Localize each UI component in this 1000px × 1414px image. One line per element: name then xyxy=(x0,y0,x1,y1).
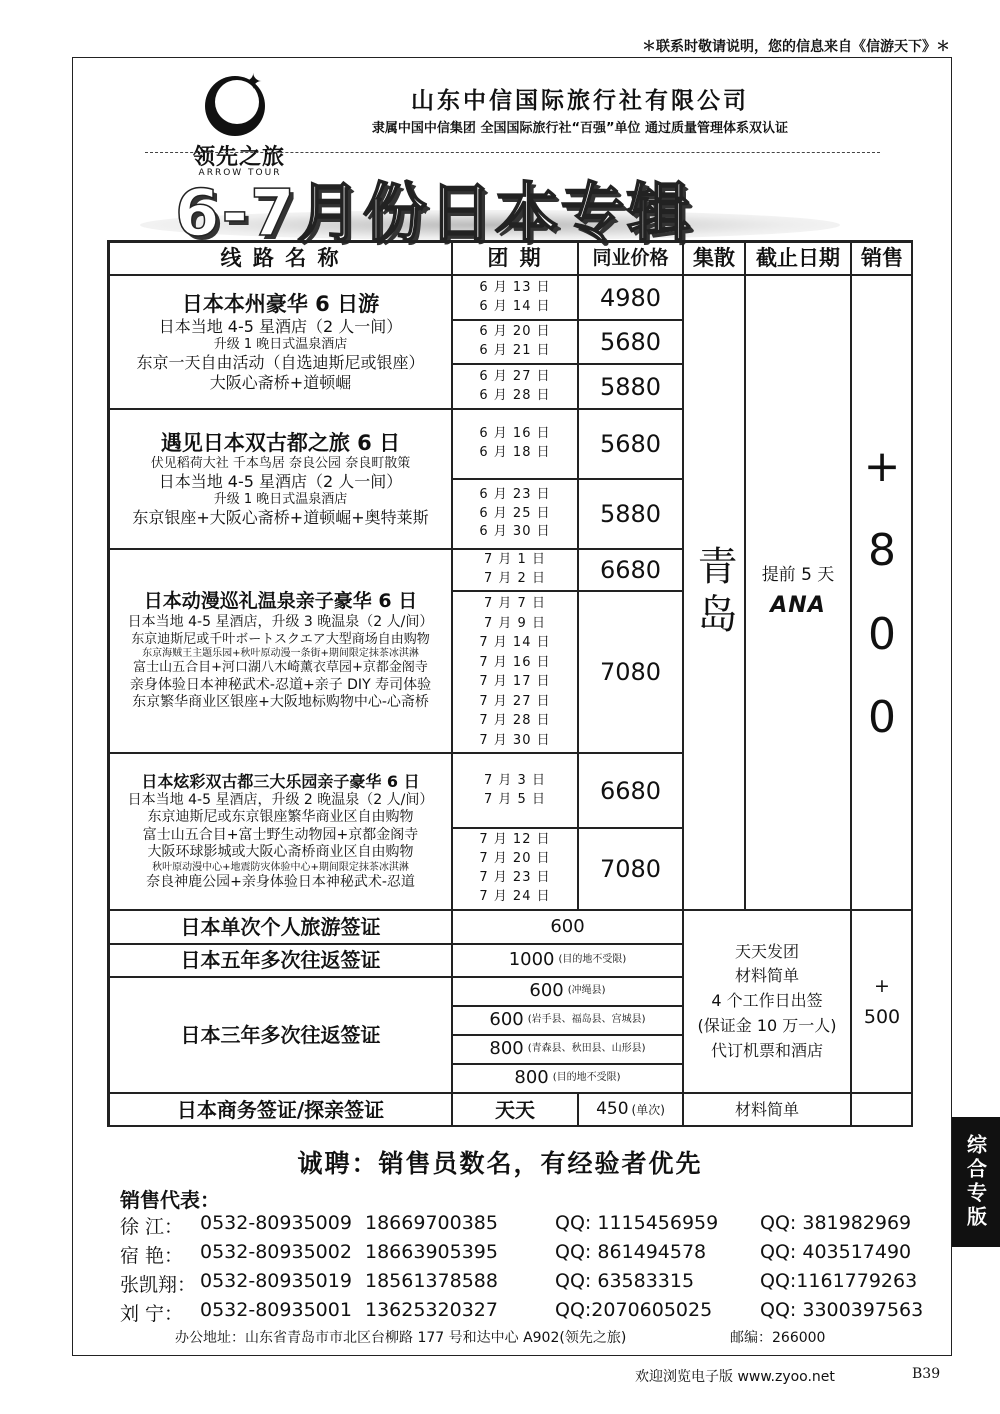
gather-city: 青岛 xyxy=(683,275,745,910)
visa-option xyxy=(452,977,683,1006)
route-title: 日本本州豪华 6 日游 xyxy=(181,291,380,316)
rep-qq: QQ: 381982969 xyxy=(760,1212,912,1234)
rep-qq: QQ: 1115456959 xyxy=(555,1212,719,1234)
price-cell: 5880 xyxy=(578,364,683,409)
sales-add-char: 0 xyxy=(868,692,896,744)
route-line: 升级 1 晚日式温泉酒店 xyxy=(213,492,348,508)
date: 6 月 25 日 xyxy=(479,505,551,521)
visa-info xyxy=(683,910,851,1093)
note: (单次) xyxy=(631,1102,665,1117)
date: 6 月 21 日 xyxy=(479,343,551,358)
postcode: 邮编：266000 xyxy=(730,1330,826,1346)
rep-name: 徐 江： xyxy=(120,1216,184,1238)
route-line: 亲身体验日本神秘武术-忍道+亲子 DIY 寿司体验 xyxy=(129,676,432,693)
company-subtitle: 隶属中国中信集团 全国国际旅行社“百强”单位 通过质量管理体系双认证 xyxy=(371,121,789,136)
route-line: 大阪环球影城或大阪心斋桥商业区自由购物 xyxy=(147,844,414,860)
visa-business-sales xyxy=(851,1093,913,1127)
info-line: 4 个工作日出签 xyxy=(711,991,823,1011)
date: 6 月 16 日 xyxy=(479,426,551,442)
date-cell xyxy=(452,275,578,320)
route-line: 升级 1 晚日式温泉酒店 xyxy=(213,337,348,352)
info-line: 代订机票和酒店 xyxy=(710,1040,823,1060)
header-sales: 销售 xyxy=(851,242,913,275)
visa-business-dates: 天天 xyxy=(452,1093,578,1127)
route-line: 奈良神鹿公园+亲身体验日本神秘武术-忍道 xyxy=(146,874,415,890)
price-cell: 5880 xyxy=(578,479,683,549)
divider xyxy=(145,152,880,153)
route-line: 东京一天自由活动（自选迪斯尼或银座） xyxy=(136,353,425,373)
price: 450 xyxy=(596,1099,629,1120)
date: 7 月 3 日 xyxy=(484,772,546,788)
info-line: (保证金 10 万一人) xyxy=(697,1015,837,1035)
visa-business-price xyxy=(578,1093,683,1127)
header-route: 线 路 名 称 xyxy=(109,242,452,275)
rep-mobile: 18669700385 xyxy=(365,1212,498,1234)
visa-three-year: 日本三年多次往返签证 xyxy=(109,977,452,1093)
info-line: 材料简单 xyxy=(734,966,799,986)
rep-name: 刘 宁： xyxy=(120,1303,184,1325)
source-note: ＊联系时敬请说明，您的信息来自《信游天下》＊ xyxy=(642,39,950,55)
rep-qq: QQ: 861494578 xyxy=(555,1241,707,1263)
price-cell: 5680 xyxy=(578,409,683,479)
footer-link[interactable]: 欢迎浏览电子版 www.zyoo.net xyxy=(635,1369,835,1385)
route-3 xyxy=(109,549,452,753)
price-cell: 7080 xyxy=(578,591,683,753)
tour-table xyxy=(107,240,913,1127)
route-line: 日本当地 4-5 星酒店，升级 3 晚温泉（2 人/间） xyxy=(127,614,434,631)
date-cell xyxy=(452,364,578,409)
price: 1000 xyxy=(508,949,555,971)
visa-five-year-price xyxy=(452,944,683,977)
date: 7 月 30 日 xyxy=(479,732,551,748)
price-cell: 5680 xyxy=(578,320,683,364)
route-1 xyxy=(109,275,452,409)
note: (目的地不受限) xyxy=(552,1072,621,1084)
sales-add-char: + xyxy=(863,441,901,493)
rep-phone: 0532-80935009 xyxy=(200,1212,352,1234)
route-line: 东京迪斯尼或千叶ボートスクエア大型商场自由购物 xyxy=(131,631,430,647)
page-number: B39 xyxy=(912,1366,941,1382)
route-line: 东京迪斯尼或东京银座繁华商业区自由购物 xyxy=(147,809,414,825)
rep-qq: QQ:2070605025 xyxy=(555,1299,713,1321)
price-cell: 6680 xyxy=(578,753,683,828)
date-cell xyxy=(452,753,578,828)
sales-add-char: 0 xyxy=(868,608,896,660)
visa-option xyxy=(452,1035,683,1064)
route-title: 日本动漫巡礼温泉亲子豪华 6 日 xyxy=(143,590,418,613)
sales-add-char: 8 xyxy=(868,524,896,576)
price: 600 xyxy=(529,980,564,1002)
date-cell xyxy=(452,828,578,910)
rep-name: 宿 艳： xyxy=(120,1245,184,1267)
visa-single-price: 600 xyxy=(452,910,683,944)
route-line: 日本当地 4-5 星酒店，升级 2 晚温泉（2 人/间） xyxy=(127,791,434,808)
deadline-cell xyxy=(745,275,851,910)
price: 800 xyxy=(489,1038,524,1060)
rep-qq: QQ:1161779263 xyxy=(760,1270,918,1292)
logo-en-text: ARROW TOUR xyxy=(198,168,282,178)
date-cell xyxy=(452,409,578,479)
visa-five-year: 日本五年多次往返签证 xyxy=(109,944,452,977)
note: (目的地不受限) xyxy=(558,954,627,966)
headline: 6-7月份日本专辑 xyxy=(175,177,693,251)
header-deadline: 截止日期 xyxy=(745,242,851,275)
route-line: 东京银座+大阪心斋桥+道顿崛+奥特莱斯 xyxy=(132,508,429,528)
route-line: 日本当地 4-5 星酒店（2 人一间） xyxy=(158,472,403,492)
header-price: 同业价格 xyxy=(578,242,683,275)
date: 7 月 24 日 xyxy=(479,888,551,904)
header-dates: 团 期 xyxy=(452,242,578,275)
date: 7 月 20 日 xyxy=(479,851,551,867)
rep-phone: 0532-80935002 xyxy=(200,1241,352,1263)
header-gather: 集散 xyxy=(683,242,745,275)
reps-title: 销售代表： xyxy=(120,1188,220,1212)
rep-name: 张凯翔： xyxy=(120,1274,197,1296)
info-line: 天天发团 xyxy=(734,941,799,961)
rep-mobile: 13625320327 xyxy=(365,1299,498,1321)
price-cell: 4980 xyxy=(578,275,683,320)
date: 7 月 2 日 xyxy=(484,571,546,586)
visa-single: 日本单次个人旅游签证 xyxy=(109,910,452,944)
logo-text: 领先之旅 xyxy=(192,145,285,170)
date: 7 月 9 日 xyxy=(484,615,546,631)
rep-mobile: 18561378588 xyxy=(365,1270,498,1292)
rep-qq: QQ: 63583315 xyxy=(555,1270,695,1292)
recruit-notice: 诚聘：销售员数名，有经验者优先 xyxy=(297,1149,703,1178)
company-name: 山东中信国际旅行社有限公司 xyxy=(411,88,749,114)
visa-business: 日本商务签证/探亲签证 xyxy=(109,1093,452,1127)
rep-phone: 0532-80935001 xyxy=(200,1299,352,1321)
date-cell xyxy=(452,320,578,364)
price: 800 xyxy=(514,1067,549,1089)
date: 7 月 7 日 xyxy=(484,596,546,611)
date: 7 月 12 日 xyxy=(479,832,551,848)
date: 7 月 5 日 xyxy=(484,791,546,807)
date: 6 月 23 日 xyxy=(479,486,551,502)
route-line: 东京海贼王主题乐园+秋叶原动漫一条街+期间限定抹茶冰淇淋 xyxy=(142,647,419,659)
rep-qq: QQ: 403517490 xyxy=(760,1241,912,1263)
rep-mobile: 18663905395 xyxy=(365,1241,498,1263)
date: 6 月 28 日 xyxy=(479,387,551,403)
rep-qq: QQ: 3300397563 xyxy=(760,1299,924,1321)
date: 6 月 20 日 xyxy=(479,324,551,340)
route-line: 大阪心斋桥+道顿崛 xyxy=(209,373,352,393)
date: 7 月 17 日 xyxy=(479,674,551,689)
date: 6 月 13 日 xyxy=(479,279,551,295)
rep-phone: 0532-80935019 xyxy=(200,1270,352,1292)
side-tab: 综合专版 xyxy=(952,1117,1000,1247)
date: 6 月 14 日 xyxy=(479,298,551,314)
date-cell xyxy=(452,591,578,753)
date: 7 月 14 日 xyxy=(479,635,551,650)
route-line: 伏见稻荷大社 千本鸟居 奈良公园 奈良町散策 xyxy=(150,455,411,471)
route-line: 富士山五合目+河口湖八木崎薰衣草园+京都金阁寺 xyxy=(133,660,428,676)
note: (青森县、秋田县、山形县) xyxy=(527,1043,646,1055)
price: 600 xyxy=(489,1009,524,1031)
price-cell: 6680 xyxy=(578,549,683,591)
sales-add-cell xyxy=(851,275,913,910)
logo-star-icon: ✦ xyxy=(244,70,263,95)
date-cell xyxy=(452,549,578,591)
deadline-text: 提前 5 天 xyxy=(761,565,835,586)
date-cell xyxy=(452,479,578,549)
route-title: 日本炫彩双古都三大乐园亲子豪华 6 日 xyxy=(141,771,420,791)
price-cell: 7080 xyxy=(578,828,683,910)
address: 办公地址：山东省青岛市市北区台柳路 177 号和达中心 A902(领先之旅) xyxy=(175,1330,627,1346)
visa-option xyxy=(452,1064,683,1093)
route-title: 遇见日本双古都之旅 6 日 xyxy=(160,430,401,455)
date: 7 月 1 日 xyxy=(484,552,546,568)
visa-option xyxy=(452,1006,683,1035)
route-line: 东京繁华商业区银座+大阪地标购物中心-心斋桥 xyxy=(132,694,429,711)
airline-logo: ANA xyxy=(770,593,826,619)
date: 7 月 27 日 xyxy=(479,693,551,709)
sales-add-char: + xyxy=(874,975,890,998)
visa-business-info: 材料简单 xyxy=(683,1093,851,1127)
date: 6 月 27 日 xyxy=(479,368,551,384)
note: (岩手县、福岛县、宫城县) xyxy=(527,1014,646,1026)
date: 7 月 16 日 xyxy=(479,654,551,670)
route-4 xyxy=(109,753,452,910)
route-line: 富士山五合目+富士野生动物园+京都金阁寺 xyxy=(142,826,419,843)
route-2 xyxy=(109,409,452,549)
route-line: 秋叶原动漫中心+地震防灾体验中心+期间限定抹茶冰淇淋 xyxy=(152,861,409,873)
route-line: 日本当地 4-5 星酒店（2 人一间） xyxy=(158,317,403,336)
date: 7 月 23 日 xyxy=(479,870,551,885)
date: 7 月 28 日 xyxy=(479,713,551,728)
date: 6 月 18 日 xyxy=(479,445,551,460)
date: 6 月 30 日 xyxy=(479,524,551,540)
note: (冲绳县) xyxy=(567,985,606,997)
sales-add-value: 500 xyxy=(863,1005,901,1028)
visa-sales-add xyxy=(851,910,913,1093)
